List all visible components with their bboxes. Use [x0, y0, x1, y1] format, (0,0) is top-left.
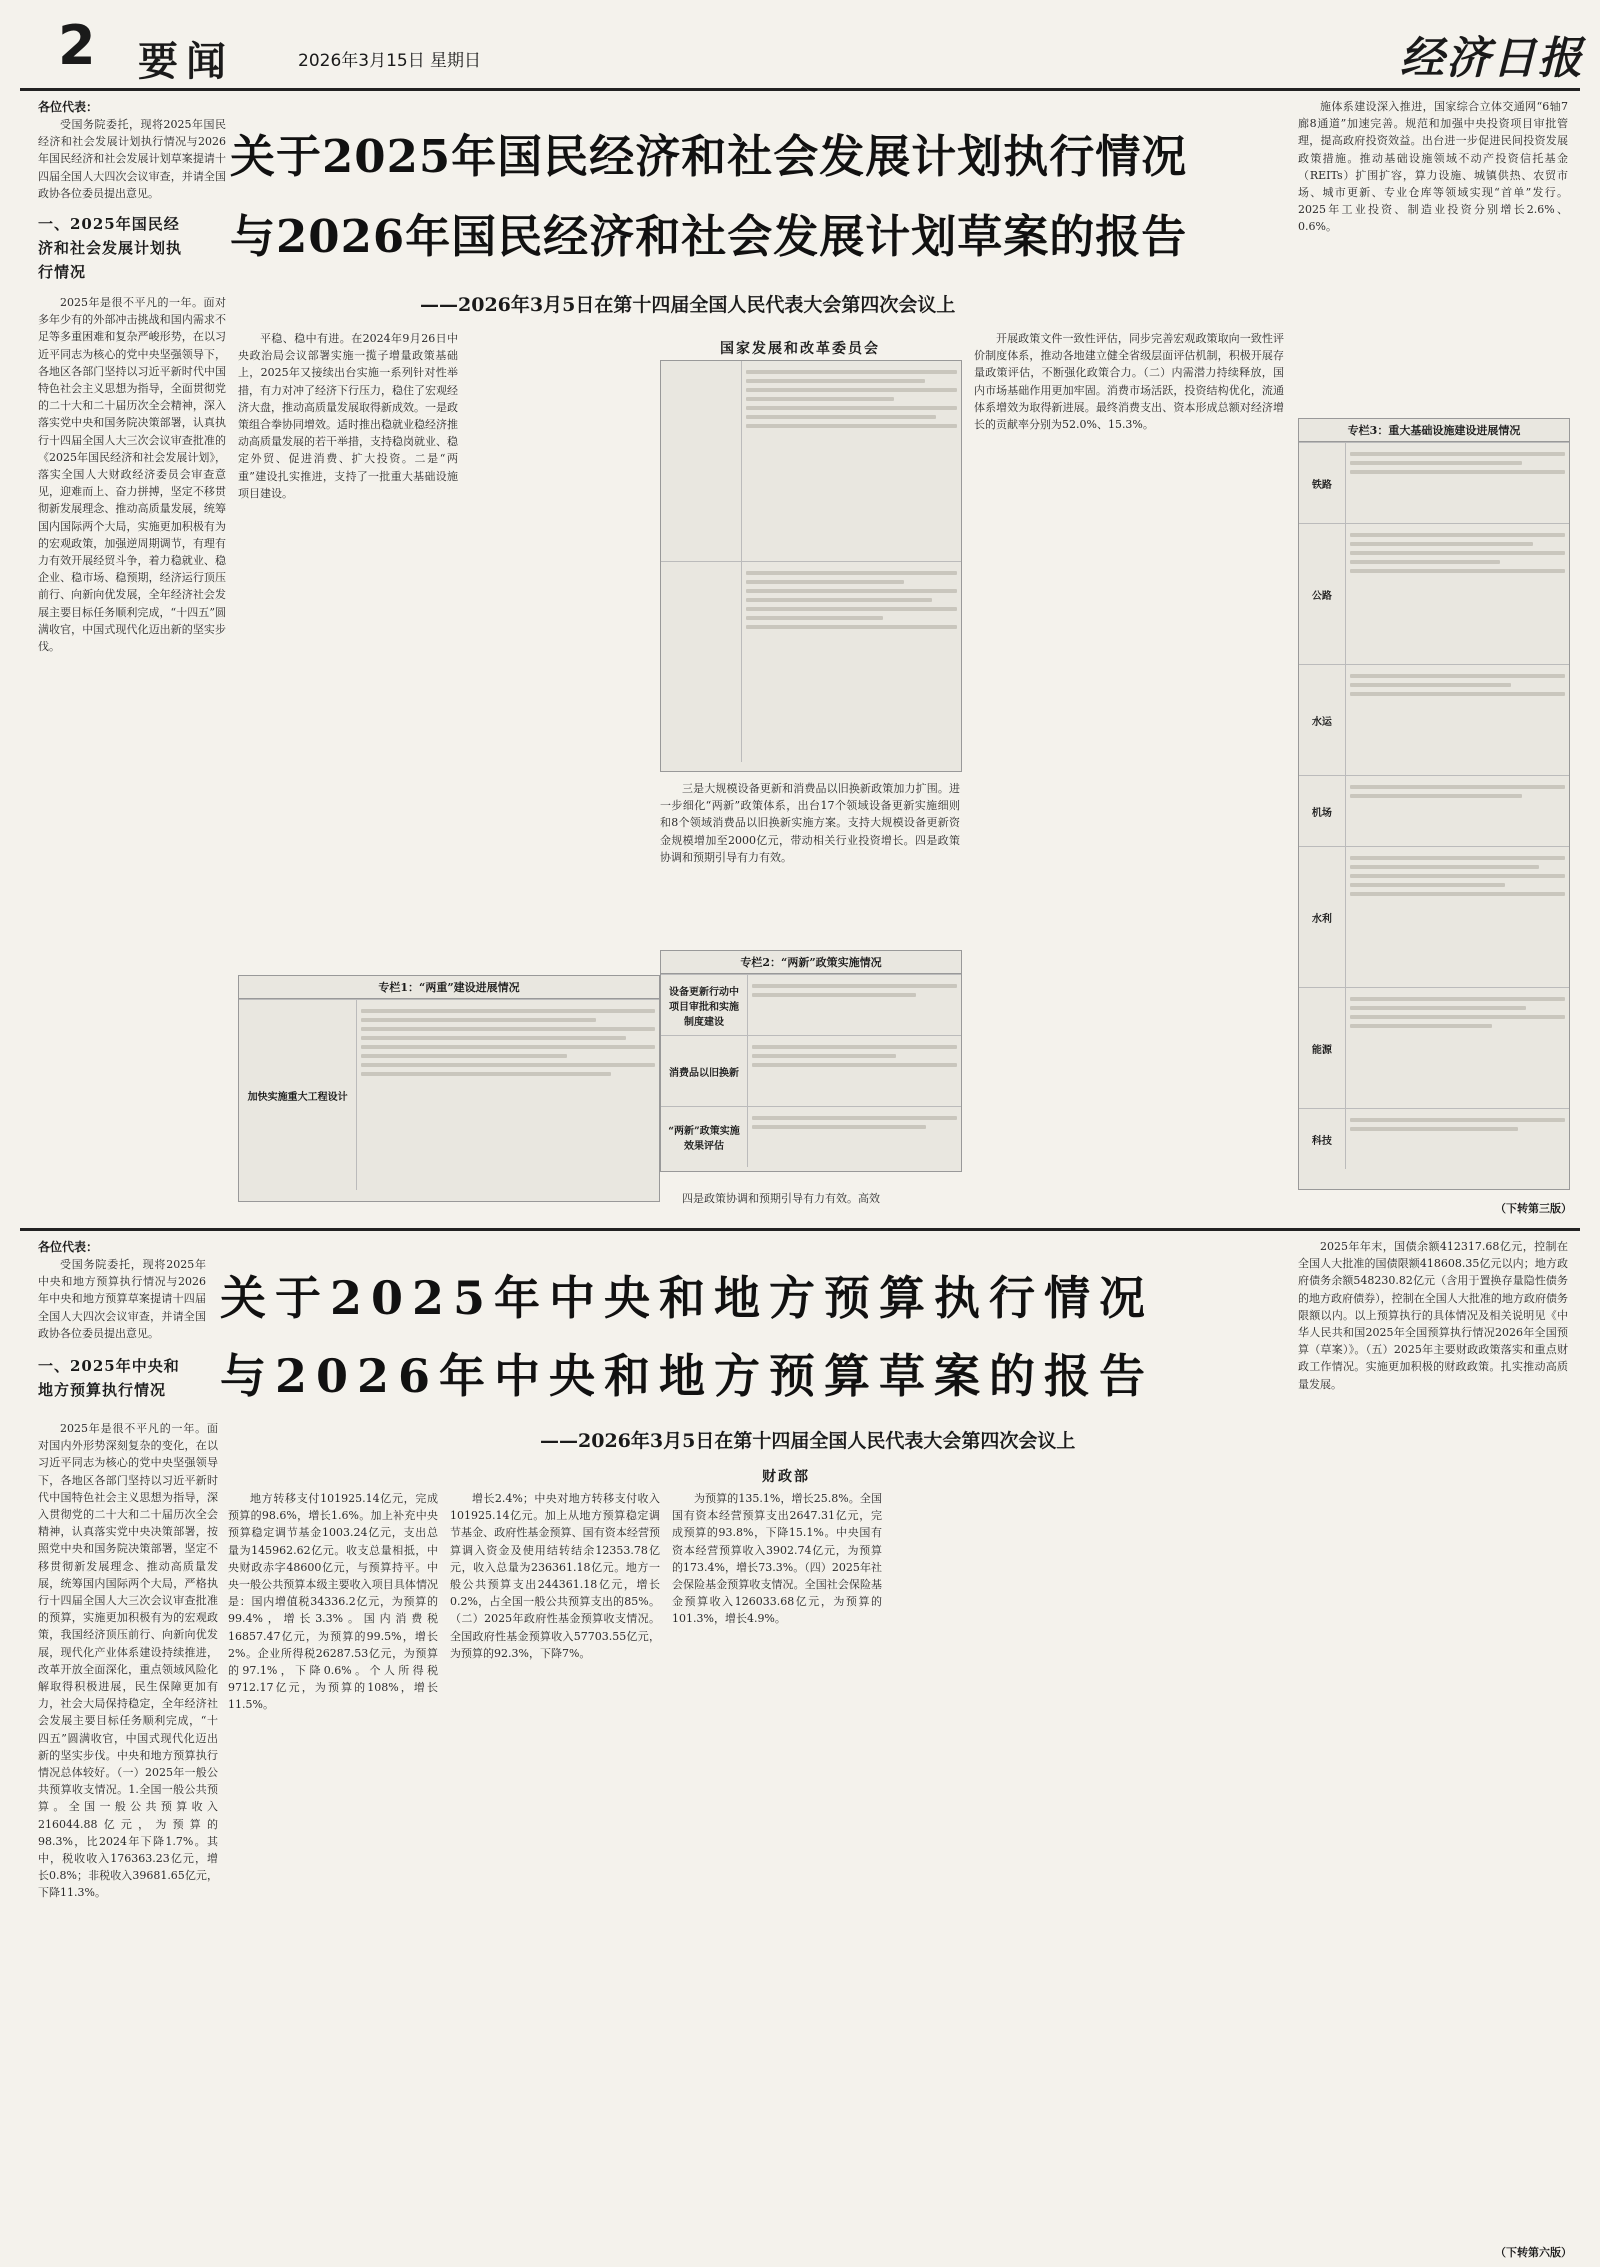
box3-row-technology: 科技: [1299, 1109, 1346, 1169]
article2-left-body: 2025年是很不平凡的一年。面对国内外形势深刻复杂的变化，在以习近平同志为核心的党中央坚强领导下，各地区各部门坚持以习近平新时代中国特色社会主义思想为指导，深入贯彻党的二十大和二十届历次全会精神，认真落实党中央决策部署，按照党中央和国务院决策部署，坚定不移贯彻新发展理念、推动高质量发展，统筹国内国际两个大局，严格执行十四届全国人大三次会议审查批准的预算，实施更加积极有为的宏观政策，我国经济顶压前行、向新向优发展，现代化产业体系建设持续推进，改革开放全面深化，重点领域风险化解取得积极进展，民生保障更加有力，社会大局保持稳定，全年经济社会发展主要目标任务顺利完成，“十四五”圆满收官，中国式现代化迈出新的坚实步伐。中央和地方预算执行情况总体较好。（一）2025年一般公共预算收支情况。1.全国一般公共预算。全国一般公共预算收入216044.88亿元，为预算的98.3%，比2024年下降1.7%。其中，税收收入176363.23亿元，增长0.8%；非税收入39681.65亿元，下降11.3%。: [38, 1422, 218, 1900]
article2-col4-body: 为预算的135.1%，增长25.8%。全国国有资本经营预算支出2647.31亿元，完成预算的93.8%，下降15.1%。中央国有资本经营预算收入3902.74亿元，为预算的173.4%，增长73.3%。（四）2025年社会保险基金预算收支情况。全国社会保险基金预算收入126033.68亿元，为预算的101.3%，增长4.9%。: [672, 1492, 882, 1626]
article1-col5: [1298, 98, 1568, 408]
article2-author: 财政部: [762, 1469, 810, 1485]
section-title: 要闻: [138, 39, 234, 85]
article2-section-head: 一、2025年中央和地方预算执行情况: [38, 1357, 180, 1399]
article1-col4: [974, 330, 1284, 1210]
page-number: 2: [58, 14, 96, 77]
box3-table: [1298, 418, 1570, 1190]
article2-title-line1: 关于2025年中央和地方预算执行情况: [220, 1271, 1155, 1325]
article1-title-line2: 与2026年国民经济和社会发展计划草案的报告: [230, 210, 1188, 263]
box3-caption: 专栏3：重大基础设施建设进展情况: [1299, 419, 1569, 442]
article1-intro: 受国务院委托，现将2025年国民经济和社会发展计划执行情况与2026年国民经济和社会发展计划草案提请十四届全国人大四次会议审查，并请全国政协各位委员提出意见。: [38, 118, 226, 200]
article1-author: 国家发展和改革委员会: [720, 341, 880, 357]
box-upper-table: [660, 360, 962, 772]
article2-intro: 受国务院委托，现将2025年中央和地方预算执行情况与2026年中央和地方预算草案提请十四届全国人大四次会议审查，并请全国政协各位委员提出意见。: [38, 1258, 206, 1340]
article2-left-body-block: [38, 1420, 218, 2260]
article1-col5-body: 施体系建设深入推进，国家综合立体交通网“6轴7廊8通道”加速完善。规范和加强中央投资项目审批管理，提高政府投资效益。出台进一步促进民间投资发展政策措施。推动基础设施领域不动产投资信托基金（REITs）扩围扩容，算力设施、城镇供热、农贸市场、城市更新、专业仓库等领域实现“首单”发行。2025年工业投资、制造业投资分别增长2.6%、0.6%。: [1298, 100, 1568, 234]
box2-row-3: “两新”政策实施效果评估: [661, 1107, 748, 1167]
box1-table: [238, 975, 660, 1202]
box3-row-water-transport: 水运: [1299, 665, 1346, 775]
article2-col4: [672, 1490, 882, 2260]
article1-col4-body: 开展政策文件一致性评估，同步完善宏观政策取向一致性评价制度体系，推动各地建立健全省级层面评估机制，积极开展存量政策评估，不断强化政策合力。（二）内需潜力持续释放，国内市场基础作用更加牢固。消费市场活跃，投资结构优化，流通体系增效为取得新进展。最终消费支出、资本形成总额对经济增长的贡献率分别为52.0%、15.3%。: [974, 332, 1284, 432]
article1-salutation: 各位代表：: [38, 100, 99, 114]
middle-rule: [20, 1228, 1580, 1231]
article1-col3-top: [478, 330, 658, 870]
article2-salutation: 各位代表：: [38, 1240, 99, 1254]
newspaper-logo: 经济日报: [1400, 33, 1584, 84]
article2-col2-body: 地方转移支付101925.14亿元，完成预算的98.6%，增长1.6%。加上补充中央预算稳定调节基金1003.24亿元，支出总量为145962.62亿元。收支总量相抵，中央财政赤字48600亿元，与预算持平。中央一般公共预算本级主要收入项目具体情况是：国内增值税34336.2亿元，为预算的99.4%，增长3.3%。国内消费税16857.47亿元，为预算的99.5%，增长2%。企业所得税26287.53亿元，为预算的97.1%，下降0.6%。个人所得税9712.17亿元，为预算的108%，增长11.5%。: [228, 1492, 438, 1712]
top-rule: [20, 88, 1580, 91]
box1-caption: 专栏1：“两重”建设进展情况: [239, 976, 659, 999]
box3-row-energy: 能源: [1299, 988, 1346, 1108]
box1-row: [239, 999, 659, 1190]
article2-col5-body: 2025年年末，国债余额412317.68亿元，控制在全国人大批准的国债限额418608.35亿元以内；地方政府债务余额548230.82亿元（含用于置换存量隐性债务的地方政府债券），控制在全国人大批准的地方政府债务限额以内。以上预算执行的具体情况及相关说明见《中华人民共和国2025年全国预算执行情况2026年全国预算（草案）》。（五）2025年主要财政政策落实和重点财政工作情况。实施更加积极的财政政策。扎实推动高质量发展。: [1298, 1240, 1568, 1391]
article1-left-column: [38, 98, 226, 1218]
article1-title-line1: 关于2025年国民经济和社会发展计划执行情况: [230, 130, 1188, 183]
article1-col3-bottom-text: 四是政策协调和预期引导有力有效。高效: [682, 1192, 880, 1205]
box3-row-rail: 铁路: [1299, 443, 1346, 523]
box2-row-1: 设备更新行动中项目审批和实施制度建设: [661, 975, 748, 1035]
box1-row-label: 加快实施重大工程设计: [239, 1000, 357, 1190]
box3-row-water-conservancy: 水利: [1299, 847, 1346, 987]
box3-row-road: 公路: [1299, 524, 1346, 664]
article1-col3-bottom: [660, 1190, 960, 1210]
article1-col3: [660, 780, 960, 940]
article2-col2: [228, 1490, 438, 2260]
masthead: [0, 0, 1600, 85]
article1-col2-body: 平稳、稳中有进。在2024年9月26日中央政治局会议部署实施一揽子增量政策基础上，2025年又接续出台实施一系列针对性举措，有力对冲了经济下行压力，稳住了宏观经济大盘，推动高质量发展取得新成效。一是政策组合拳协同增效。适时推出稳就业稳经济推动高质量发展的若干举措，支持稳岗就业、稳定外贸、促进消费、扩大投资。二是“两重”建设扎实推进，支持了一批重大基础设施项目建设。: [238, 332, 458, 500]
article2-title-line2: 与2026年中央和地方预算草案的报告: [220, 1349, 1155, 1403]
article2-col3: [450, 1490, 660, 2260]
box2-table: [660, 950, 962, 1172]
box2-caption: 专栏2：“两新”政策实施情况: [661, 951, 961, 974]
issue-weekday: 星期日: [430, 51, 481, 71]
article2-col5: [1298, 1238, 1568, 2238]
article1-byline: ——2026年3月5日在第十四届全国人民代表大会第四次会议上: [420, 294, 956, 316]
box3-row-airport: 机场: [1299, 776, 1346, 846]
article2-byline: ——2026年3月5日在第十四届全国人民代表大会第四次会议上: [540, 1430, 1076, 1452]
article1-section-head: 一、2025年国民经济和社会发展计划执行情况: [38, 215, 183, 281]
article1-left-body: 2025年是很不平凡的一年。面对多年少有的外部冲击挑战和国内需求不足等多重困难和复杂严峻形势，在以习近平同志为核心的党中央坚强领导下，各地区各部门坚持以习近平新时代中国特色社会主义思想为指导，全面贯彻党的二十大和二十届历次全会精神，深入落实党中央和国务院决策部署，认真执行十四届全国人大三次会议审查批准的《2025年国民经济和社会发展计划》，落实全国人大财政经济委员会审查意见，迎难而上、奋力拼搏，坚定不移贯彻新发展理念、推动高质量发展，统筹国内国际两个大局，实施更加积极有为的宏观政策，加强逆周期调节，有理有力有效开展经贸斗争，着力稳就业、稳企业、稳市场、稳预期，经济运行顶压前行、向新向优发展，全年经济社会发展主要目标任务顺利完成，“十四五”圆满收官，中国式现代化迈出新的坚实步伐。: [38, 296, 226, 654]
article1-continued-note: （下转第三版）: [1495, 1202, 1572, 1215]
article1-col3-body: 三是大规模设备更新和消费品以旧换新政策加力扩围。进一步细化“两新”政策体系，出台17个领域设备更新实施细则和8个领域消费品以旧换新实施方案。支持大规模设备更新资金规模增加至2000亿元，带动相关行业投资增长。四是政策协调和预期引导有力有效。: [660, 782, 960, 864]
article2-col5-filler: [894, 1490, 1104, 2260]
article2-continued-note: （下转第六版）: [1495, 2246, 1572, 2259]
article2-col3-body: 增长2.4%；中央对地方转移支付收入101925.14亿元。加上从地方预算稳定调节基金、政府性基金预算、国有资本经营预算调入资金及使用结转结余12353.78亿元，收入总量为236361.18亿元。地方一般公共预算支出244361.18亿元，增长0.2%，占全国一般公共预算支出的85%。（二）2025年政府性基金预算收支情况。全国政府性基金预算收入57703.55亿元，为预算的92.3%，下降7%。: [450, 1492, 660, 1660]
issue-date: 2026年3月15日: [298, 51, 425, 71]
box2-row-2: 消费品以旧换新: [661, 1036, 748, 1106]
